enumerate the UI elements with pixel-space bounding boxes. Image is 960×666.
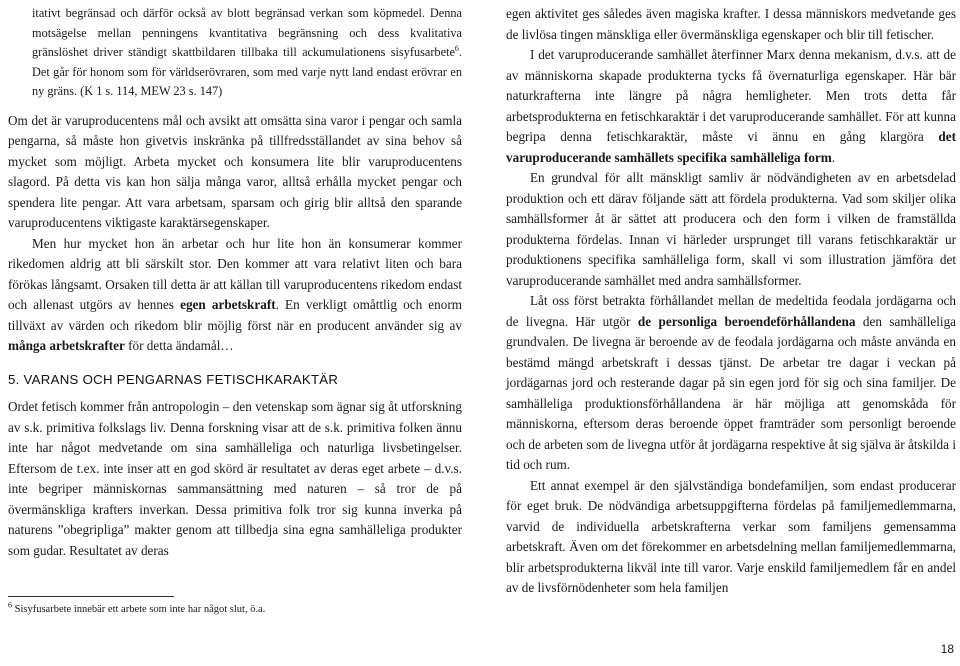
footnote bbox=[8, 600, 266, 617]
bold-term: egen arbetskraft bbox=[180, 297, 276, 312]
text-run: den samhälleliga grundvalen. De livegna är beroende av de feodala jordägarna och måste använda en bestämd mängd arbetskraft i dessas tjänst. De arbetar tre dagar i veckan på jordägarnas jord och resterande dagar på sin egen jord för sig och sina familjer. De samhälleliga produktionsförhållandena är här möjliga att genomskåda för människorna, eftersom deras beroende öppet framträder som personligt beroende och de arbeten som de livegna utför åt jordägarna respektive åt sig själva är åtskilda i tid och rum. bbox=[506, 313, 957, 472]
paragraph: egen aktivitet ges således även magiska krafter. I dessa människors medvetande ges de livlösa tingen mänskliga eller övermänskliga egenskaper och blir till fetischer. bbox=[506, 6, 956, 42]
quote-text: itativt begränsad och därför också av blott begränsad verkan som köpmedel. Denna motsägelse mellan penningens kvantitativa begränsning och dess kvalitativa gränslöshet driver ständigt skattbildaren tillbaka till ackumulationens sisyfusarbete bbox=[32, 6, 462, 59]
text-run: . En verkligt omåttlig och enorm tillväxt av värden och rikedom blir möjlig först när en producent använder sig av bbox=[8, 297, 462, 333]
paragraph bbox=[506, 45, 956, 168]
text-run: Men hur mycket hon än arbetar och hur lite hon än konsumerar kommer rikedomen aldrig att bli särskilt stor. Den kommer att vara relativt liten och bara förökas långsamt. Orsaken till detta är att källan till varuproducentens rikedom endast och allenast utgörs av hennes bbox=[8, 235, 462, 312]
text-run: för detta ändamål… bbox=[124, 338, 234, 353]
bold-term: det varuproducerande samhällets specifika samhälleliga form bbox=[506, 129, 956, 165]
left-column bbox=[8, 4, 462, 561]
bold-term: de personliga beroendeförhållandena bbox=[637, 313, 856, 329]
paragraph: Ordet fetisch kommer från antropologin – den vetenskap som ägnar sig åt utforskning av s.k. primitiva folkslags liv. Denna forskning visar att de s.k. primitiva folken ännu inte har något medvetande om sina samhälleliga och naturliga livsbetingelser. Eftersom de t.ex. inte inser att en god skörd är resultatet av deras eget arbete – d.v.s. inte begriper människornas sammansättning med naturen – så tror de på övermänskliga krafters inverkan. Dessa primitiva folk tror sig kunna inverka på naturens ”obegripliga” makter genom att tillbedja sina egna samhälleliga produkter som gudar. Resultatet av deras bbox=[8, 399, 462, 558]
block-quote bbox=[8, 4, 462, 102]
quote-text-continued: . Det går för honom som för världserövraren, som med varje nytt land endast erövrar en ny gräns. (K 1 s. 114, MEW 23 s. 147) bbox=[32, 45, 462, 98]
footnote-divider bbox=[8, 596, 174, 597]
footnote-text: Sisyfusarbete innebär ett arbete som inte har något slut, ö.a. bbox=[12, 604, 266, 615]
page-number: 18 bbox=[940, 642, 954, 656]
bold-term: många arbetskrafter bbox=[8, 338, 125, 353]
paragraph bbox=[8, 234, 462, 357]
paragraph bbox=[506, 291, 956, 476]
text-run: . bbox=[831, 149, 836, 165]
section-heading: 5. VARANS OCH PENGARNAS FETISCHKARAKTÄR bbox=[8, 371, 339, 387]
footnote-number: 6 bbox=[8, 600, 12, 610]
right-column bbox=[506, 4, 956, 599]
paragraph: En grundval för allt mänskligt samliv är nödvändigheten av en arbetsdelad produktion och ett därav följande sätt att fördela produkterna. Vad som skiljer olika samhällsformer åt är sättet att producera och den form i vilken de framställda produkterna fördelas. Innan vi härleder ursprunget till varans fetischkaraktär ur produktionens specifika samhälleliga form, skall vi som illustration jämföra det varuproducerande samhället med andra samhällsformer. bbox=[506, 170, 956, 288]
text-run: I det varuproducerande samhället återfinner Marx denna mekanism, d.v.s. att de av människorna skapade produkterna tycks få övernaturliga egenskaper. Här bär naturkrafterna inte längre på några hemligheter. Men trots detta får arbetsprodukterna en fetischkaraktär i det varuproducerande samhället. För att kunna begripa denna fetischkaraktär, måste vi ännu en gång klargöra bbox=[506, 47, 956, 144]
paragraph: Ett annat exempel är den självständiga bondefamiljen, som endast producerar för eget bruk. De nödvändiga arbetsuppgifterna fördelas på familjemedlemmarna, varvid de individuella arbetskrafterna verkar som familjens gemensamma arbetskraft. Även om det förekommer en arbetsdelning mellan familjemedlemmarna, blir arbetsprodukterna likväl inte till varor. Varje enskild familjemedlem får en andel av de livsförnödenheter som hela familjen bbox=[506, 477, 956, 595]
footnote-ref[interactable]: 6 bbox=[454, 43, 459, 53]
text-run: Låt oss först betrakta förhållandet mellan de medeltida feodala jordägarna och de livegna. Här utgör bbox=[506, 293, 956, 329]
paragraph: Om det är varuproducentens mål och avsikt att omsätta sina varor i pengar och samla pengarna, så måste hon givetvis inskränka på tillfredsställandet av sina behov så mycket som möjligt. Arbeta mycket och konsumera lite blir varuproducentens slagord. På detta vis kan hon sälja många varor, alltså erhålla mycket pengar och spendera lite pengar. Att vara arbetsam, sparsam och girig blir alltså den sparande varuproducentens viktigaste karaktärsegenskaper. bbox=[8, 112, 462, 230]
